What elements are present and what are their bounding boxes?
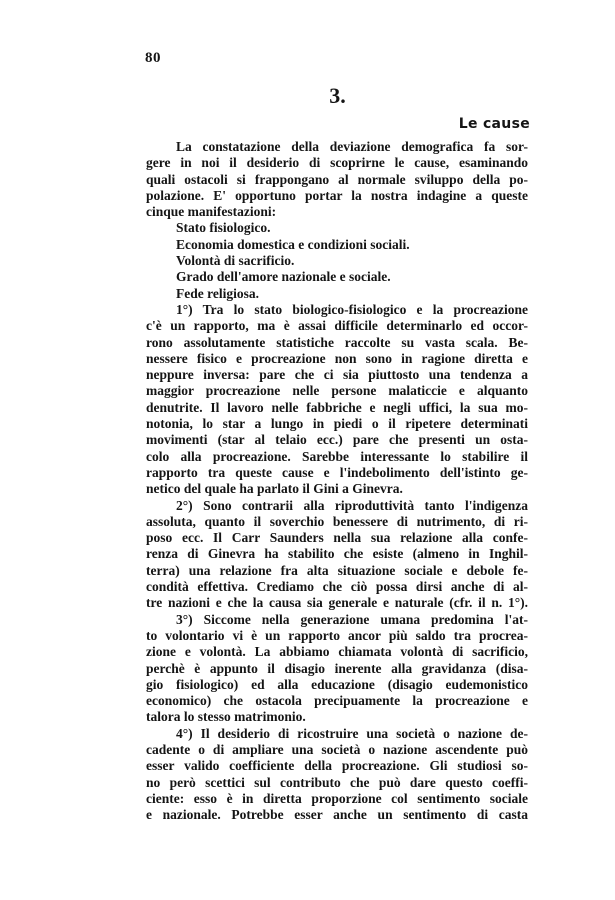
paragraph-1: [146, 302, 528, 498]
text-line: 3°) Siccome nella generazione umana predomina l'at-: [176, 611, 528, 627]
text-line: no però scettici sul contributo che può dare questo coeffi-: [146, 774, 528, 790]
body-text: [146, 139, 528, 823]
text-line: zione e volontà. La abbiamo chiamata volontà di sacrificio,: [146, 644, 528, 660]
page-number: 80: [145, 50, 161, 66]
text-line: nessere fisico e procreazione non sono in ragione diretta e: [146, 350, 528, 366]
text-line: 2°) Sono contrarii alla riproduttività tanto l'indigenza: [176, 497, 528, 513]
text-line: economico) che ostacola precipuamente la procreazione e: [146, 693, 528, 709]
text-line: gio fisiologico) ed alla educazione (disagio eudemonistico: [146, 676, 528, 692]
text-line: cadente o di ampliare una società o nazione ascendente può: [146, 741, 528, 757]
text-line: quali ostacoli si frappongano al normale sviluppo della po-: [146, 171, 528, 187]
text-line: rono assolutamente statistiche raccolte su vasta scala. Be-: [146, 334, 528, 350]
text-line: rapporto tra queste cause e l'indebolimento dell'istinto ge-: [146, 464, 528, 480]
text-line: notonia, lo star a lungo in piedi o il ripetere determinati: [146, 416, 528, 432]
text-line: assoluta, quanto il soverchio benessere di nutrimento, di ri-: [146, 513, 528, 529]
text-line: La constatazione della deviazione demografica fa sor-: [176, 139, 528, 154]
list-item: Stato fisiologico.: [176, 220, 271, 236]
causes-list: [146, 220, 528, 301]
list-item: Fede religiosa.: [176, 285, 259, 301]
chapter-number: 3.: [329, 83, 346, 108]
intro-paragraph: [146, 139, 528, 220]
paragraph-3: [146, 612, 528, 726]
text-line: 4°) Il desiderio di ricostruire una società o nazione de-: [176, 725, 528, 741]
text-line: cinque manifestazioni:: [146, 204, 277, 220]
text-line: poso ecc. Il Carr Saunders nella sua relazione alla confe-: [146, 530, 528, 546]
text-line: tre nazioni e che la causa sia generale e naturale (cfr. il n. 1°).: [146, 595, 528, 611]
text-line: esser valido coefficiente della procreazione. Gli studiosi so-: [146, 758, 528, 774]
paragraph-2: [146, 498, 528, 612]
text-line: to volontario vi è un rapporto ancor più saldo tra procrea-: [146, 627, 528, 643]
text-line: renza di Ginevra ha stabilito che esiste (almeno in Inghil-: [146, 546, 528, 562]
text-line: gere in noi il desiderio di scoprirne le cause, esaminando: [146, 155, 528, 171]
text-line: talora lo stesso matrimonio.: [146, 709, 306, 725]
text-line: c'è un rapporto, ma è assai difficile determinarlo ed occor-: [146, 318, 528, 334]
text-line: movimenti (star al telaio ecc.) pare che presenti un osta-: [146, 432, 528, 448]
text-line: e nazionale. Potrebbe esser anche un sentimento di casta: [146, 807, 528, 823]
text-line: terra) una relazione fra alta situazione sociale e debole fe-: [146, 562, 528, 578]
text-line: denutrite. Il lavoro nelle fabbriche e negli uffici, la sua mo-: [146, 399, 528, 415]
text-line: neppure inversa: pare che ci sia piuttosto una tendenza a: [146, 367, 528, 383]
text-line: polazione. E' opportuno portar la nostra indagine a queste: [146, 187, 528, 203]
text-line: ciente: esso è in diretta proporzione col sentimento sociale: [146, 790, 528, 806]
text-line: maggior procreazione nelle persone malaticcie e alquanto: [146, 383, 528, 399]
text-line: 1°) Tra lo stato biologico-fisiologico e la procreazione: [176, 301, 528, 317]
text-line: colo alla procreazione. Sarebbe interessante lo stabilire il: [146, 448, 528, 464]
text-line: condità effettiva. Crediamo che ciò possa dirsi anche di al-: [146, 579, 528, 595]
list-item: Economia domestica e condizioni sociali.: [176, 236, 410, 252]
text-line: perchè è appunto il disagio inerente alla gravidanza (disa-: [146, 660, 528, 676]
paragraph-4: [146, 726, 528, 824]
text-line: netico del quale ha parlato il Gini a Ginevra.: [146, 481, 403, 497]
section-title: Le cause: [458, 116, 530, 132]
list-item: Grado dell'amore nazionale e sociale.: [176, 269, 391, 285]
list-item: Volontà di sacrificio.: [176, 253, 295, 269]
